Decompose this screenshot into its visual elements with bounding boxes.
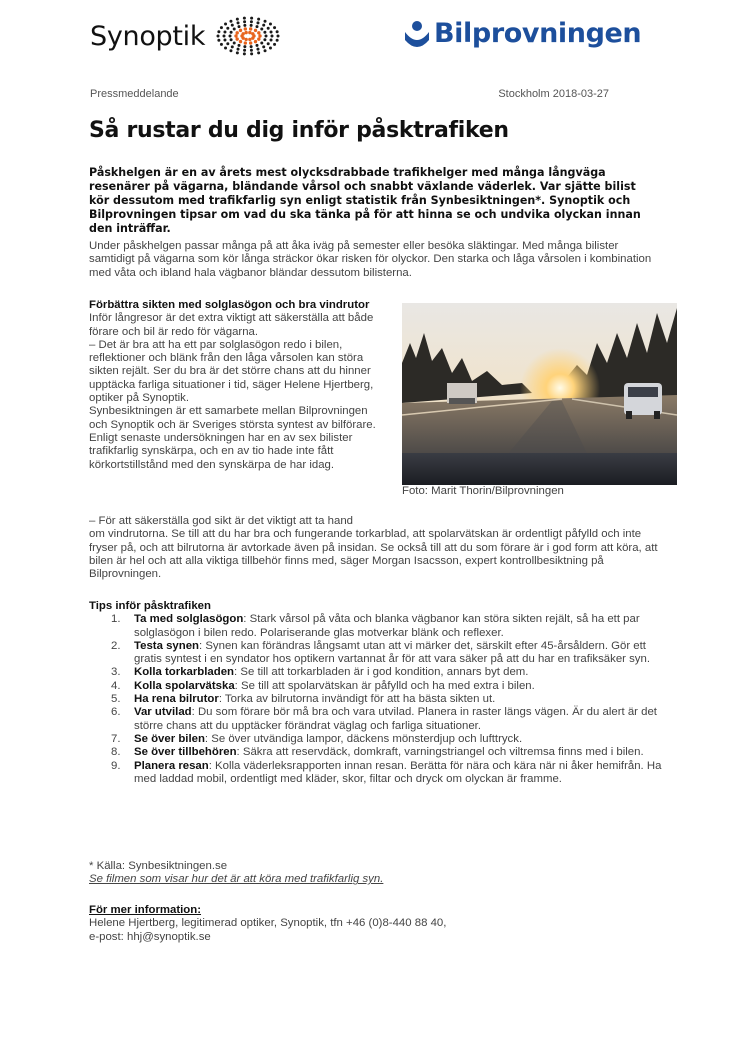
list-number: 4. bbox=[111, 679, 121, 692]
tip-text: : Se över utvändiga lampor, däckens mönsterdjup och lufttryck. bbox=[204, 732, 523, 745]
list-number: 7. bbox=[111, 732, 121, 745]
bilprovningen-person-icon bbox=[404, 20, 430, 48]
page-title: Så rustar du dig inför påsktrafiken bbox=[89, 118, 509, 143]
list-item bbox=[89, 680, 669, 693]
highway-sunset-photo bbox=[402, 303, 677, 485]
list-item bbox=[89, 746, 669, 759]
contact-heading: För mer information: bbox=[89, 904, 202, 916]
place-date: Stockholm 2018-03-27 bbox=[498, 88, 609, 100]
bilprovningen-logo bbox=[404, 18, 641, 49]
tip-title: Var utvilad bbox=[134, 706, 192, 719]
list-number: 9. bbox=[111, 759, 121, 772]
source-note: * Källa: Synbesiktningen.se bbox=[89, 860, 228, 872]
list-item bbox=[89, 666, 669, 679]
quote-paragraph-line1: – För att säkerställa god sikt är det viktigt att ta hand bbox=[89, 515, 354, 527]
list-item bbox=[89, 706, 669, 733]
film-link[interactable]: Se filmen som visar hur det är att köra med trafikfarlig syn. bbox=[89, 873, 384, 886]
list-number: 1. bbox=[111, 613, 121, 626]
section-paragraph: Synbesiktningen är ett samarbete mellan Bilprovningen och Synoptik och är Sveriges största syntest av bilförare. Enligt senaste undersökningen har en av sex bilister trafikfarlig synskärpa, och en av tio hade inte fått körkortstillstånd med den synskärpa de har idag. bbox=[89, 405, 376, 471]
tip-text: : Du som förare bör må bra och vara utvilad. Planera in raster längs vägen. Är du alert är det större chans att du upptäcker förändrat väglag och farliga situationer. bbox=[134, 706, 657, 732]
tip-title: Se över tillbehören bbox=[134, 746, 237, 759]
tip-text: : Stark vårsol på våta och blanka vägbanor kan störa sikten rejält, så ha ett par solglasögon i bilen redo. Polariserande glas motverkar blänk och reflexer. bbox=[134, 613, 640, 639]
tip-title: Kolla spolarvätska bbox=[134, 679, 235, 692]
section-heading-sikten: Förbättra sikten med solglasögon och bra vindrutor bbox=[89, 299, 370, 311]
tip-title: Ha rena bilrutor bbox=[134, 693, 219, 706]
list-item bbox=[89, 760, 669, 787]
tips-list bbox=[89, 613, 669, 786]
list-number: 3. bbox=[111, 666, 121, 679]
quote-paragraph: – Det är bra att ha ett par solglasögon redo i bilen, reflektioner och blänk från den låga vårsolen kan störa sikten rejält. Ser du bra är det större chans att du hinner upptäcka farliga situationer i tid, säger Helene Hjertberg, optiker på Synoptik. bbox=[89, 338, 374, 405]
list-item bbox=[89, 613, 669, 640]
document-type: Pressmeddelande bbox=[90, 88, 179, 100]
section-sikten-continued bbox=[89, 515, 669, 581]
list-item bbox=[89, 733, 669, 746]
contact-line: Helene Hjertberg, legitimerad optiker, Synoptik, tfn +46 (0)8-440 88 40, bbox=[89, 917, 447, 930]
tip-text: : Kolla väderleksrapporten innan resan. Berätta för nära och kära när ni åker hemifrån. Ha med laddad mobil, ordentligt med kläder, skor, filtar och dryck om olyckan är framme. bbox=[134, 759, 662, 785]
tip-title: Kolla torkarbladen bbox=[134, 666, 235, 679]
source-block bbox=[89, 860, 669, 887]
contact-block bbox=[89, 904, 669, 944]
tips-heading: Tips inför påsktrafiken bbox=[89, 600, 211, 612]
photo-illustration bbox=[402, 303, 677, 485]
list-item bbox=[89, 693, 669, 706]
section-sikten bbox=[89, 299, 389, 472]
lead-paragraph: Påskhelgen är en av årets mest olycksdrabbade trafikhelger med många långväga resenärer på vägarna, bländande vårsol och snabbt växlande väderlek. Var sjätte bilist kör dessutom med trafikfarlig syn enligt statistik från Synbesiktningen*. Synoptik och Bilprovningen tipsar om vad du ska tänka på för att hinna se och undvika olyckan innan den inträffar. bbox=[89, 166, 641, 235]
tip-title: Planera resan bbox=[134, 759, 209, 772]
list-item bbox=[89, 640, 669, 667]
bilprovningen-logo-wordmark: Bilprovningen bbox=[434, 18, 642, 49]
synoptik-logo bbox=[90, 16, 281, 56]
quote-paragraph-rest: om vindrutorna. Se till att du har bra och fungerande torkarblad, att spolarvätskan är ordentligt påfylld och inte fryser på, och att bilrutorna är avtorkade även på insidan. Se också till att du som förare är i god form att köra, att bilen är hel och att alla viktiga tillbehör finns med, säger Morgan Isacsson, expert kontrollbesiktning på Bilprovningen. bbox=[89, 528, 658, 581]
list-number: 2. bbox=[111, 639, 121, 652]
tip-text: : Torka av bilrutorna invändigt för att ha bästa sikten ut. bbox=[218, 693, 496, 706]
synoptik-dot-icon bbox=[215, 16, 281, 56]
tip-text: : Säkra att reservdäck, domkraft, varningstriangel och viltremsa finns med i bilen. bbox=[236, 746, 644, 759]
list-number: 5. bbox=[111, 693, 121, 706]
section-paragraph: Inför långresor är det extra viktigt att säkerställa att både förare och bil är redo för vägarna. bbox=[89, 312, 374, 338]
tip-text: : Se till att spolarvätskan är påfylld och ha med extra i bilen. bbox=[234, 679, 535, 692]
contact-email: e-post: hhj@synoptik.se bbox=[89, 930, 211, 943]
photo-caption: Foto: Marit Thorin/Bilprovningen bbox=[402, 485, 564, 497]
tip-title: Testa synen bbox=[134, 639, 199, 652]
tip-title: Se över bilen bbox=[134, 732, 205, 745]
tip-text: : Se till att torkarbladen är i god kondition, annars byt dem. bbox=[234, 666, 529, 679]
tip-title: Ta med solglasögon bbox=[134, 613, 244, 626]
intro-paragraph: Under påskhelgen passar många på att åka iväg på semester eller besöka släktingar. Med många bilister samtidigt på vägarna som kör långa sträckor ökar risken för olyckor. Den starka och låga vårsolen i kombination med våta och ibland hala vägbanor bländar dessutom bilisterna. bbox=[89, 240, 652, 279]
synoptik-logo-wordmark: Synoptik bbox=[90, 20, 206, 52]
tips-section bbox=[89, 600, 669, 786]
tip-text: : Synen kan förändras långsamt utan att vi märker det, särskilt efter 45-årsåldern. Gör ett gratis syntest i en syndator hos optikern vartannat år för att vara säker på att du har en trafiksäker syn. bbox=[134, 639, 650, 666]
list-number: 6. bbox=[111, 706, 121, 719]
list-number: 8. bbox=[111, 746, 121, 759]
